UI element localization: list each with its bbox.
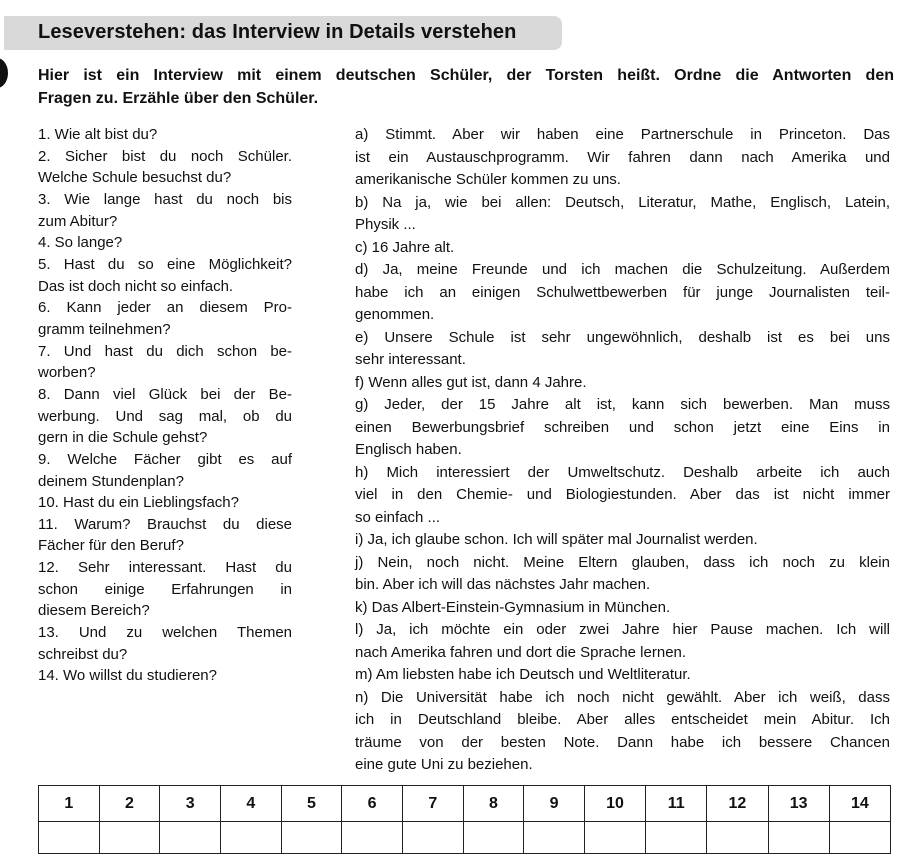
answer-table-header-cell: 9 — [524, 786, 585, 822]
answer-cell-12[interactable] — [707, 822, 768, 854]
answer-item-line: h) Mich interessiert der Umweltschutz. Deshalb arbeite ich auch — [355, 463, 890, 481]
question-item-line: diesem Bereich? — [38, 602, 150, 620]
task-instructions — [38, 64, 894, 110]
question-item-line: 12. Sehr interessant. Hast du — [38, 559, 292, 577]
answer-item-line: g) Jeder, der 15 Jahre alt ist, kann sich bewerben. Man muss — [355, 396, 890, 413]
question-item-line: werbung. Und sag mal, ob du — [38, 407, 292, 425]
exercise-marker — [0, 58, 8, 88]
question-item-line: 5. Hast du so eine Möglichkeit? — [38, 255, 292, 273]
answer-item-line: a) Stimmt. Aber wir haben eine Partnerschule in Princeton. Das — [355, 126, 890, 143]
answer-item — [355, 619, 890, 664]
answer-table-input-row — [39, 822, 891, 854]
answer-cell-1[interactable] — [39, 822, 100, 854]
answer-item-line: träume von der besten Note. Dann habe ich bessere Chancen — [355, 733, 890, 751]
answer-item-line: ist ein Austauschprogramm. Wir fahren dann nach Amerika und — [355, 148, 890, 166]
question-item — [38, 189, 292, 232]
question-item-line: Das ist doch nicht so einfach. — [38, 277, 234, 295]
answer-item-line: k) Das Albert-Einstein-Gymnasium in München. — [355, 598, 671, 616]
answer-table-header-cell: 5 — [281, 786, 342, 822]
question-item — [38, 124, 292, 146]
question-item — [38, 492, 292, 514]
question-item-line: zum Abitur? — [38, 212, 118, 230]
answer-table-header-cell: 4 — [220, 786, 281, 822]
question-item-line: schon einige Erfahrungen in — [38, 580, 292, 598]
answer-cell-5[interactable] — [281, 822, 342, 854]
answer-cell-13[interactable] — [768, 822, 829, 854]
question-item-line: 9. Welche Fächer gibt es auf — [38, 450, 292, 468]
answer-item — [355, 372, 890, 395]
answer-item-line: l) Ja, ich möchte ein oder zwei Jahre hier Pause machen. Ich will — [355, 621, 890, 638]
answer-cell-11[interactable] — [646, 822, 707, 854]
answer-item-line: f) Wenn alles gut ist, dann 4 Jahre. — [355, 373, 587, 391]
question-item-line: 1. Wie alt bist du? — [38, 126, 158, 143]
answer-cell-14[interactable] — [829, 822, 890, 854]
answer-item-line: ich in Deutschland bleibe. Aber alles entscheidet mein Abitur. Ich — [355, 711, 890, 728]
answer-table-header-cell: 3 — [160, 786, 221, 822]
question-item — [38, 665, 292, 687]
answer-item-line: d) Ja, meine Freunde und ich machen die Schulzeitung. Außerdem — [355, 261, 890, 278]
answer-item-line: amerikanische Schüler kommen zu uns. — [355, 171, 621, 188]
question-item-line: deinem Stundenplan? — [38, 472, 184, 490]
task-line: Fragen zu. Erzähle über den Schüler. — [38, 90, 319, 107]
question-item-line: 4. So lange? — [38, 234, 123, 252]
question-item-line: 6. Kann jeder an diesem Pro- — [38, 299, 292, 317]
answer-table-header-cell: 14 — [829, 786, 890, 822]
answer-item-line: e) Unsere Schule ist sehr ungewöhnlich, deshalb ist es bei uns — [355, 328, 890, 346]
answer-item — [355, 259, 890, 327]
question-item-line: worben? — [38, 364, 96, 382]
answer-item — [355, 124, 890, 192]
answers-column — [355, 124, 890, 777]
answer-item — [355, 394, 890, 462]
question-item — [38, 146, 292, 189]
answer-table — [38, 785, 891, 854]
answer-item — [355, 597, 890, 620]
answer-item-line: n) Die Universität habe ich noch nicht gewählt. Aber ich weiß, dass — [355, 688, 890, 706]
section-title: Leseverstehen: das Interview in Details verstehen — [38, 21, 517, 43]
answer-cell-8[interactable] — [463, 822, 524, 854]
question-item — [38, 254, 292, 297]
answer-table-header-cell: 7 — [402, 786, 463, 822]
answer-cell-10[interactable] — [584, 822, 645, 854]
question-item-line: 8. Dann viel Glück bei der Be- — [38, 385, 292, 403]
answer-item-line: so einfach ... — [355, 508, 441, 526]
answer-table-header-cell: 6 — [342, 786, 403, 822]
question-item — [38, 341, 292, 384]
answer-table-header-cell: 12 — [707, 786, 768, 822]
answer-item-line: viel in den Chemie- und Biologiestunden. Aber das ist nicht immer — [355, 486, 890, 503]
answer-table-header-row — [39, 786, 891, 822]
answer-item-line: genommen. — [355, 306, 435, 323]
question-item — [38, 557, 292, 622]
answer-item — [355, 552, 890, 597]
answer-item — [355, 237, 890, 260]
answer-item-line: nach Amerika fahren und dort die Sprache lernen. — [355, 643, 687, 661]
question-item-line: Welche Schule besuchst du? — [38, 169, 232, 187]
question-item — [38, 297, 292, 340]
answer-item — [355, 462, 890, 530]
question-item — [38, 232, 292, 254]
answer-cell-9[interactable] — [524, 822, 585, 854]
answer-cell-2[interactable] — [99, 822, 160, 854]
question-item-line: 7. Und hast du dich schon be- — [38, 342, 292, 360]
answer-table-header-cell: 10 — [584, 786, 645, 822]
answer-cell-4[interactable] — [220, 822, 281, 854]
answer-item-line: bin. Aber ich will das nächstes Jahr machen. — [355, 576, 651, 593]
answer-item — [355, 664, 890, 687]
answer-item — [355, 327, 890, 372]
answer-item-line: sehr interessant. — [355, 351, 466, 368]
question-item — [38, 449, 292, 492]
question-item-line: gramm teilnehmen? — [38, 320, 171, 338]
question-item-line: 2. Sicher bist du noch Schüler. — [38, 147, 292, 165]
answer-cell-3[interactable] — [160, 822, 221, 854]
question-item — [38, 514, 292, 557]
question-item-line: 14. Wo willst du studieren? — [38, 667, 217, 685]
answer-table-header-cell: 8 — [463, 786, 524, 822]
question-item-line: gern in die Schule gehst? — [38, 429, 208, 447]
question-item-line: schreibst du? — [38, 645, 128, 663]
question-item-line: 11. Warum? Brauchst du diese — [38, 515, 292, 533]
answer-item-line: Englisch haben. — [355, 441, 462, 458]
task-line: Hier ist ein Interview mit einem deutschen Schüler, der Torsten heißt. Ordne die Antworten den — [38, 67, 894, 84]
answer-item-line: i) Ja, ich glaube schon. Ich will später mal Journalist werden. — [355, 531, 758, 548]
answer-item-line: c) 16 Jahre alt. — [355, 238, 455, 256]
answer-item-line: eine gute Uni zu beziehen. — [355, 756, 533, 773]
answer-table-header-cell: 11 — [646, 786, 707, 822]
answer-item — [355, 529, 890, 552]
question-item-line: Fächer für den Beruf? — [38, 537, 184, 555]
answer-table-header-cell: 13 — [768, 786, 829, 822]
answer-cell-7[interactable] — [402, 822, 463, 854]
question-item-line: 13. Und zu welchen Themen — [38, 624, 292, 642]
question-item-line: 3. Wie lange hast du noch bis — [38, 190, 292, 208]
answer-item-line: m) Am liebsten habe ich Deutsch und Weltliteratur. — [355, 666, 691, 683]
answer-item-line: j) Nein, noch nicht. Meine Eltern glauben, dass ich noch zu klein — [355, 553, 890, 571]
question-item — [38, 384, 292, 449]
question-item — [38, 622, 292, 665]
answer-table-header-cell: 1 — [39, 786, 100, 822]
answer-item — [355, 192, 890, 237]
answer-item-line: Physik ... — [355, 216, 416, 233]
answer-item — [355, 687, 890, 777]
question-item-line: 10. Hast du ein Lieblingsfach? — [38, 494, 239, 512]
answer-item-line: einen Bewerbungsbrief schreiben und schon jetzt eine Eins in — [355, 418, 890, 436]
answer-item-line: b) Na ja, wie bei allen: Deutsch, Literatur, Mathe, Englisch, Latein, — [355, 193, 890, 211]
answer-table-header-cell: 2 — [99, 786, 160, 822]
answer-cell-6[interactable] — [342, 822, 403, 854]
questions-column — [38, 124, 292, 687]
answer-item-line: habe ich an einigen Schulwettbewerben für junge Journalisten teil- — [355, 283, 890, 301]
